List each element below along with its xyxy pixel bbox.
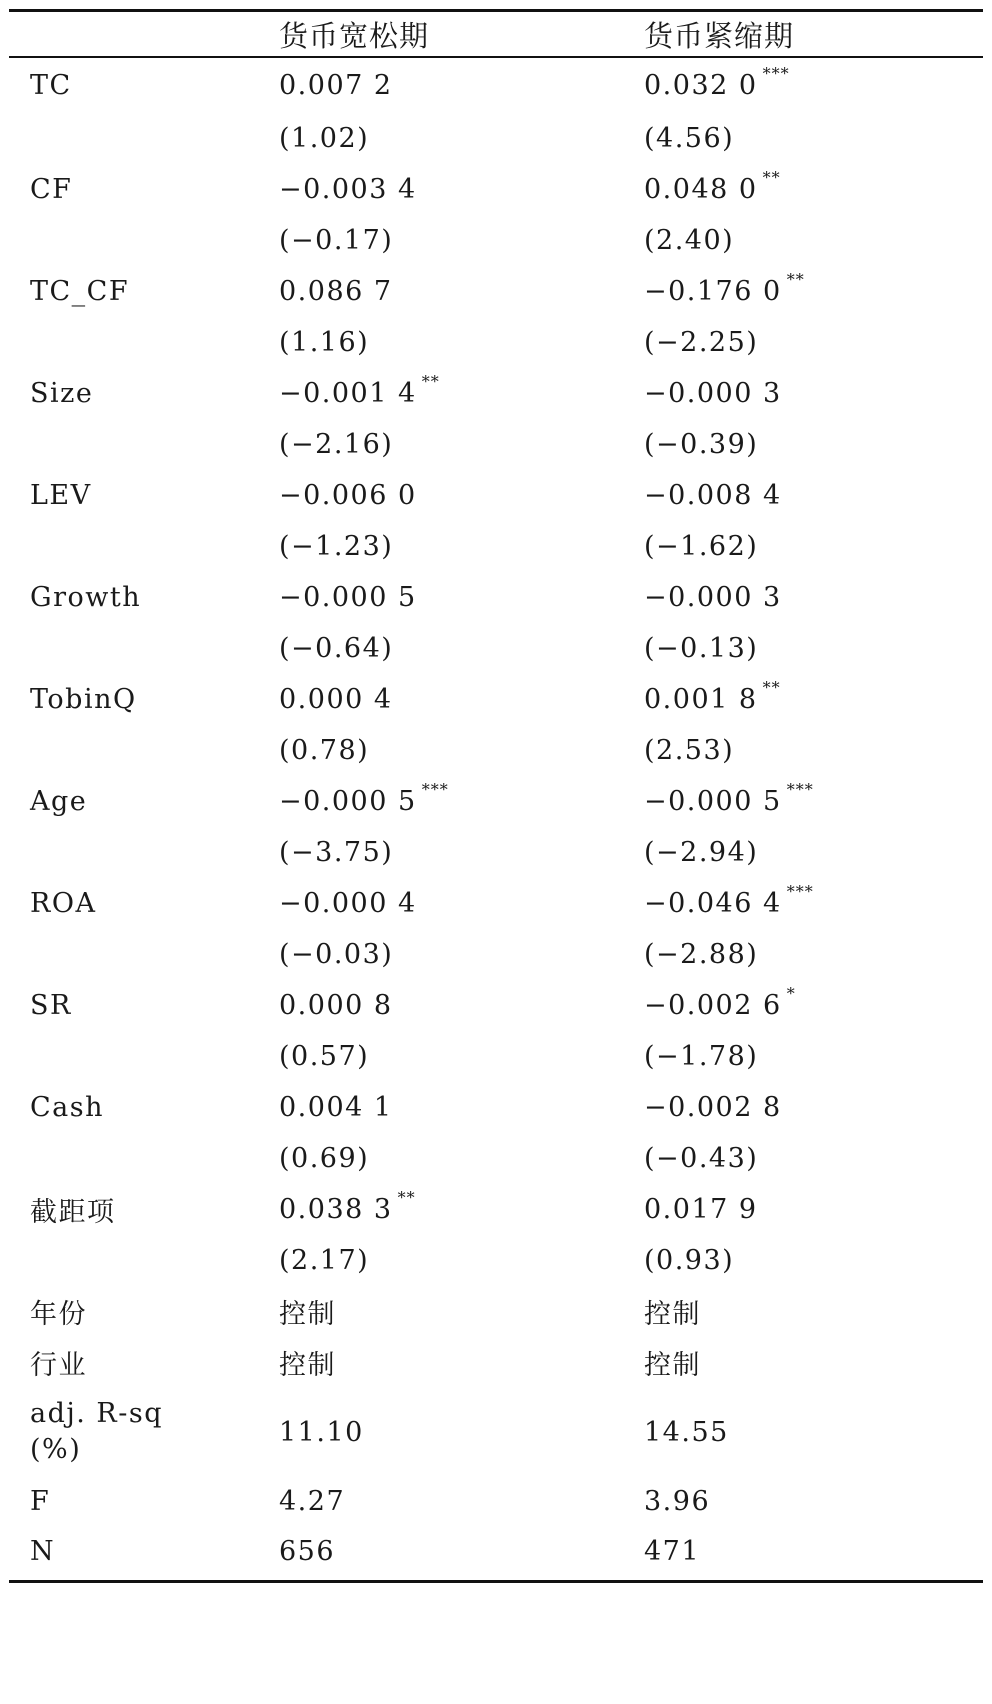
variable-name: CF [30,174,73,205]
tight-t-statistic: (−0.13) [644,633,759,664]
tight-coefficient: −0.176 0 ** [644,270,805,307]
table-row [9,164,983,215]
significance-marker: ** [421,372,440,391]
control-name: 行业 [30,1350,87,1381]
easy-t-statistic: (0.78) [279,735,370,766]
variable-name: TC [30,70,72,101]
table-row-control-year [9,1286,983,1337]
easy-coefficient: −0.000 4 [279,888,417,919]
control-name: 年份 [30,1299,87,1330]
table-row [9,980,983,1031]
table-row [9,470,983,521]
easy-coefficient: 0.000 4 [279,684,393,715]
adj-rsq-label: adj. R-sq (%) [30,1398,164,1465]
table-row-tstat [9,419,983,470]
variable-name: Cash [30,1092,105,1123]
easy-t-statistic: (−3.75) [279,837,394,868]
tight-coefficient: −0.000 3 [644,582,782,613]
variable-name: LEV [30,480,92,511]
significance-marker: ** [397,1188,416,1207]
tight-t-statistic: (4.56) [644,123,735,154]
easy-f: 4.27 [279,1485,346,1517]
tight-t-statistic: (−2.25) [644,327,759,358]
tight-coefficient: −0.000 3 [644,378,782,409]
table-row-tstat [9,929,983,980]
easy-t-statistic: (−0.17) [279,225,394,256]
significance-marker: ** [762,168,781,187]
header-tight-period: 货币紧缩期 [644,18,795,53]
table-row-tstat [9,215,983,266]
table-row [9,58,983,113]
tight-n: 471 [644,1535,701,1567]
significance-marker: *** [786,780,814,799]
table-row-control-industry [9,1337,983,1388]
tight-t-statistic: (2.40) [644,225,735,256]
easy-coefficient: 0.007 2 [279,70,393,101]
table-row [9,776,983,827]
variable-name: TobinQ [30,684,137,715]
top-rule [9,9,983,12]
easy-t-statistic: (1.16) [279,327,370,358]
table-row-tstat [9,725,983,776]
table-row-f [9,1476,983,1526]
tight-coefficient: −0.002 6 * [644,984,796,1021]
table-row-tstat [9,623,983,674]
easy-coefficient: −0.000 5 *** [279,780,449,817]
easy-t-statistic: (−1.23) [279,531,394,562]
significance-marker: *** [421,780,449,799]
easy-coefficient: 0.038 3 ** [279,1188,416,1225]
table-row [9,674,983,725]
tight-control: 控制 [644,1299,701,1330]
easy-t-statistic: (0.69) [279,1143,370,1174]
easy-t-statistic: (−0.64) [279,633,394,664]
tight-t-statistic: (−2.88) [644,939,759,970]
table-row-tstat [9,1031,983,1082]
tight-t-statistic: (−1.78) [644,1041,759,1072]
easy-coefficient: −0.000 5 [279,582,417,613]
tight-adj-rsq: 14.55 [644,1416,729,1448]
easy-t-statistic: (1.02) [279,123,370,154]
tight-t-statistic: (2.53) [644,735,735,766]
easy-coefficient: 0.004 1 [279,1092,393,1123]
significance-marker: *** [786,882,814,901]
tight-coefficient: −0.002 8 [644,1092,782,1123]
table-row [9,878,983,929]
table-row-tstat [9,521,983,572]
tight-coefficient: −0.008 4 [644,480,782,511]
variable-name: ROA [30,888,97,919]
tight-t-statistic: (−1.62) [644,531,759,562]
significance-marker: *** [762,64,790,83]
f-label: F [30,1485,51,1517]
tight-t-statistic: (−0.43) [644,1143,759,1174]
easy-adj-rsq: 11.10 [279,1416,364,1448]
tight-t-statistic: (0.93) [644,1245,735,1276]
n-label: N [30,1535,56,1567]
tight-t-statistic: (−2.94) [644,837,759,868]
easy-t-statistic: (−2.16) [279,429,394,460]
easy-n: 656 [279,1535,336,1567]
easy-coefficient: 0.000 8 [279,990,393,1021]
variable-name: 截距项 [30,1197,116,1228]
easy-t-statistic: (2.17) [279,1245,370,1276]
table-row [9,1184,983,1235]
table-row [9,266,983,317]
table-row-tstat [9,827,983,878]
table-row [9,572,983,623]
tight-control: 控制 [644,1350,701,1381]
variable-name: Age [30,786,88,817]
easy-coefficient: −0.003 4 [279,174,417,205]
variable-name: Size [30,378,94,409]
tight-coefficient: −0.046 4 *** [644,882,814,919]
easy-coefficient: 0.086 7 [279,276,393,307]
easy-control: 控制 [279,1299,336,1330]
tight-t-statistic: (−0.39) [644,429,759,460]
table-row-n [9,1526,983,1576]
tight-coefficient: 0.001 8 ** [644,678,781,715]
easy-coefficient: −0.001 4 ** [279,372,440,409]
table-row-tstat [9,113,983,164]
significance-marker: * [786,984,796,1003]
tight-f: 3.96 [644,1485,711,1517]
table-row [9,368,983,419]
variable-name: TC_CF [30,276,130,307]
tight-coefficient: 0.032 0 *** [644,64,790,101]
easy-t-statistic: (−0.03) [279,939,394,970]
variable-name: Growth [30,582,142,613]
regression-table [9,0,983,1704]
tight-coefficient: −0.000 5 *** [644,780,814,817]
easy-control: 控制 [279,1350,336,1381]
easy-t-statistic: (0.57) [279,1041,370,1072]
easy-coefficient: −0.006 0 [279,480,417,511]
significance-marker: ** [762,678,781,697]
table-row [9,1082,983,1133]
variable-name: SR [30,990,72,1021]
table-row-tstat [9,317,983,368]
significance-marker: ** [786,270,805,289]
tight-coefficient: 0.017 9 [644,1194,758,1225]
bottom-rule [9,1580,983,1583]
tight-coefficient: 0.048 0 ** [644,168,781,205]
table-row-tstat [9,1133,983,1184]
table-row-tstat [9,1235,983,1286]
header-easy-period: 货币宽松期 [279,18,430,53]
table-row-adj-rsq [9,1388,983,1476]
